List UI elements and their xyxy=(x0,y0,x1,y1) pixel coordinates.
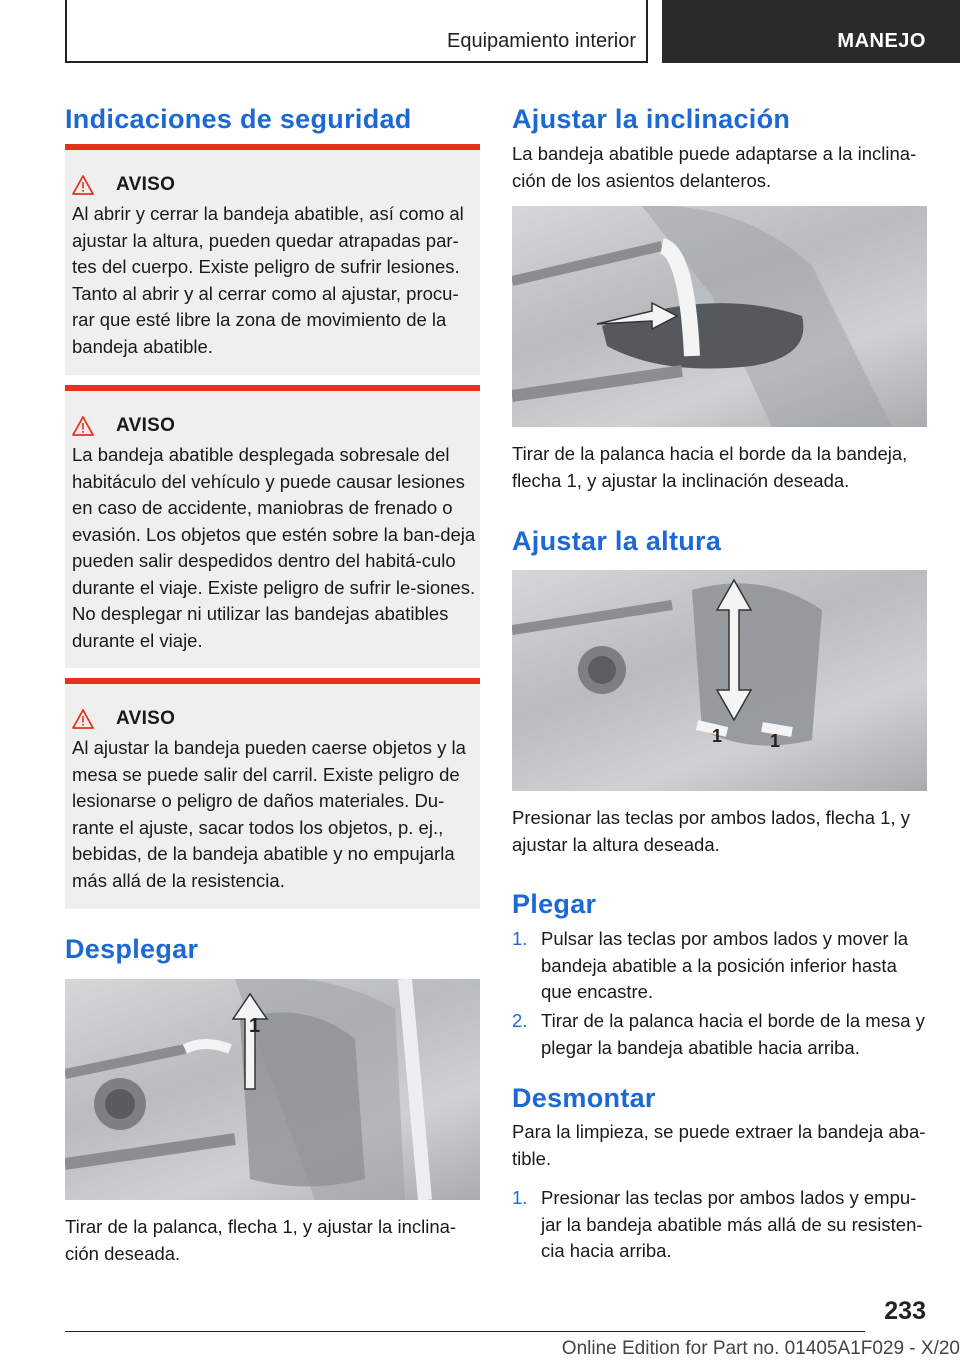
warning-text: Al abrir y cerrar la bandeja abatible, así como al ajustar la altura, pueden quedar atrapadas par‐tes del cuerpo. Existe peligro de sufrir lesiones. Tanto al abrir y al cerrar como al ajustar, procu‐rar que esté libre la zona de movimiento de la bandeja abatible. xyxy=(72,203,464,357)
step-number: 2. xyxy=(512,1010,528,1031)
arrow-label: 1 xyxy=(249,1015,261,1037)
warning-title: AVISO xyxy=(116,174,176,195)
tilt-heading: Ajustar la inclinación xyxy=(512,104,791,134)
height-heading: Ajustar la altura xyxy=(512,526,722,556)
warning-box xyxy=(65,144,480,375)
footer-divider xyxy=(65,1331,865,1332)
step-text: Presionar las teclas por ambos lados y empu‐jar la bandeja abatible más allá de su resisten‐cia hacia arriba. xyxy=(541,1187,923,1261)
safety-heading: Indicaciones de seguridad xyxy=(65,104,412,134)
warning-box xyxy=(65,385,480,668)
step-number: 1. xyxy=(512,1187,528,1208)
tilt-illustration xyxy=(512,206,927,427)
page-number: 233 xyxy=(884,1297,926,1325)
height-illustration xyxy=(512,570,927,791)
section-title: Equipamiento interior xyxy=(447,30,636,52)
warning-icon xyxy=(72,416,94,436)
warning-text: Al ajustar la bandeja pueden caerse objetos y la mesa se puede salir del carril. Existe peligro de lesionarse o peligro de daños materiales. Du‐rante el ajuste, sacar todos los objetos, p. ej., bebidas, de la bandeja abatible y no empujarla más allá de la resistencia. xyxy=(72,737,466,891)
warning-icon xyxy=(72,175,94,195)
chapter-title: MANEJO xyxy=(837,30,926,52)
edition-note: Online Edition for Part no. 01405A1F029 - X/20 xyxy=(561,1338,960,1359)
unfold-caption: Tirar de la palanca, flecha 1, y ajustar la inclina‐ción deseada. xyxy=(65,1216,457,1264)
remove-intro: Para la limpieza, se puede extraer la bandeja aba‐tible. xyxy=(512,1121,926,1169)
tilt-intro: La bandeja abatible puede adaptarse a la inclina‐ción de los asientos delanteros. xyxy=(512,143,917,191)
tilt-caption: Tirar de la palanca hacia el borde da la bandeja, flecha 1, y ajustar la inclinación deseada. xyxy=(512,443,908,491)
height-caption: Presionar las teclas por ambos lados, flecha 1, y ajustar la altura deseada. xyxy=(512,807,910,855)
unfold-illustration xyxy=(65,979,480,1200)
unfold-heading: Desplegar xyxy=(65,934,199,964)
arrow-label: 1 xyxy=(770,731,781,751)
warning-title: AVISO xyxy=(116,708,176,729)
warning-text: La bandeja abatible desplegada sobresale del habitáculo del vehículo y puede causar lesiones en caso de accidente, maniobras de frenado o evasión. Los objetos que estén sobre la ban‐deja pueden salir despedidos dentro del habitá‐culo durante el viaje. Existe peligro de sufrir le‐siones. No desplegar ni utilizar las bandejas abatibles durante el viaje. xyxy=(72,444,476,651)
step-number: 1. xyxy=(512,928,528,949)
warning-box xyxy=(65,678,480,909)
arrow-label: 1 xyxy=(712,726,723,746)
warning-title: AVISO xyxy=(116,415,176,436)
fold-heading: Plegar xyxy=(512,889,597,919)
step-text: Pulsar las teclas por ambos lados y mover la bandeja abatible a la posición inferior hasta que encastre. xyxy=(541,928,909,1002)
remove-heading: Desmontar xyxy=(512,1083,656,1113)
warning-icon xyxy=(72,709,94,729)
step-text: Tirar de la palanca hacia el borde de la mesa y plegar la bandeja abatible hacia arriba. xyxy=(541,1010,925,1058)
